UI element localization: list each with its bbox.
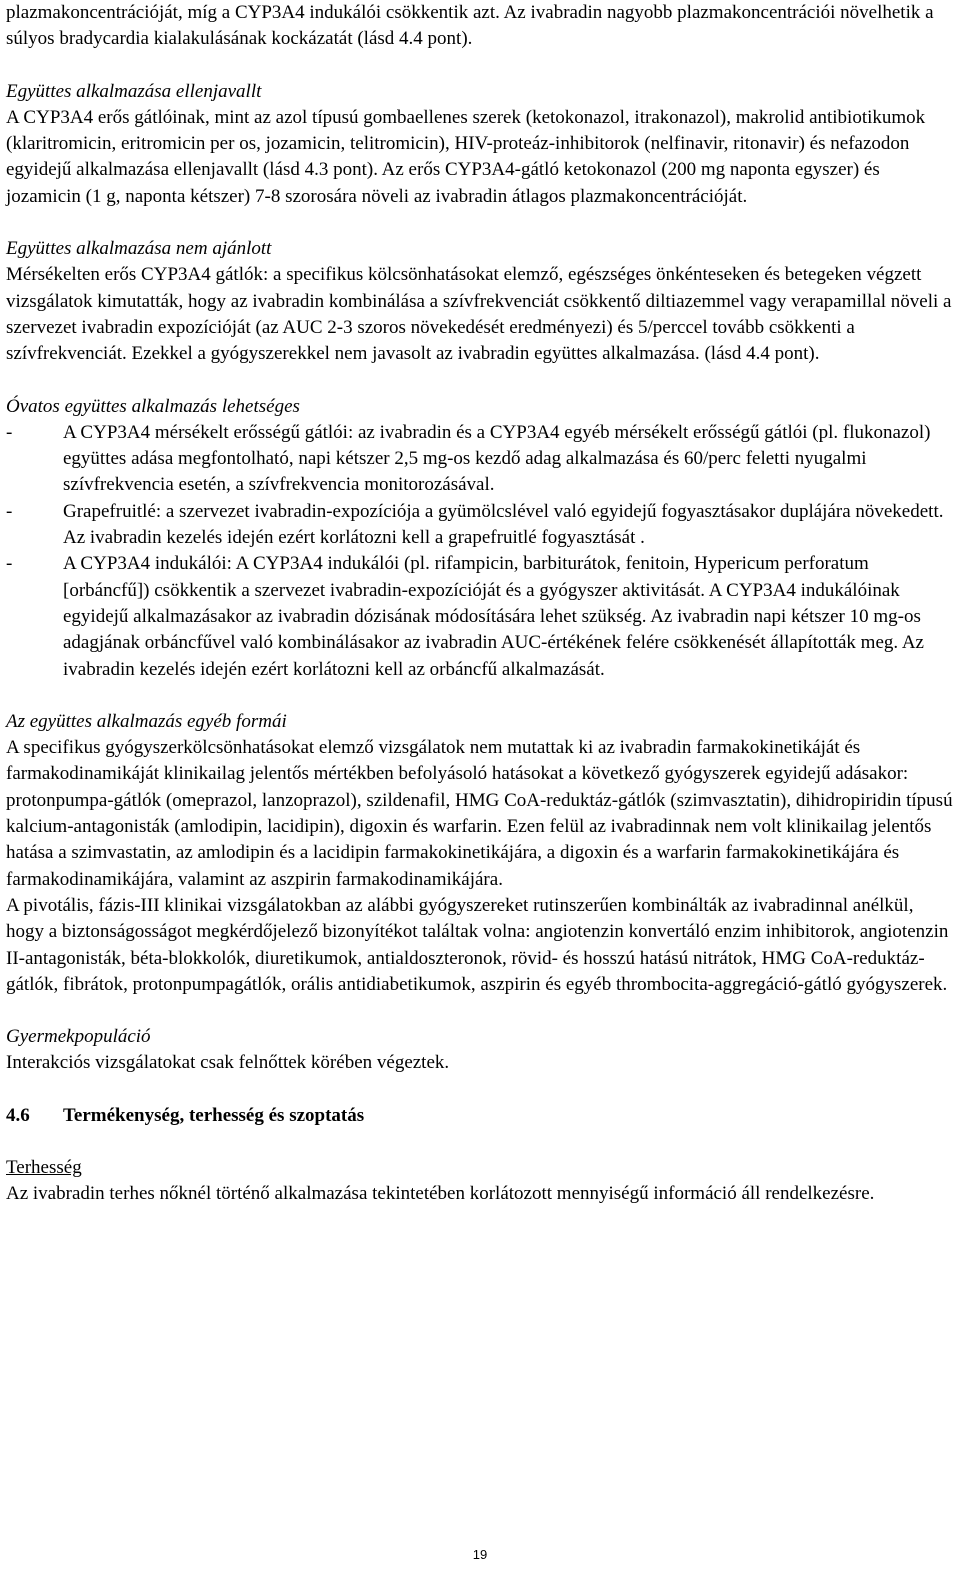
pediatric-section — [6, 1024, 954, 1077]
other-forms-section — [6, 709, 954, 998]
list-item — [6, 551, 954, 682]
list-item — [6, 420, 954, 499]
document-page — [6, 0, 954, 1208]
list-dash: - — [6, 500, 13, 522]
list-dash: - — [6, 421, 13, 443]
section-number: 4.6 — [6, 1104, 30, 1126]
intro-paragraph: plazmakoncentrációját, míg a CYP3A4 indukálói csökkentik azt. Az ivabradin nagyobb plazmakoncentrációi növelhetik a súlyos bradycardia kialakulásának kockázatát (lásd 4.4 pont). — [6, 2, 934, 50]
pediatric-text: Interakciós vizsgálatokat csak felnőttek körében végeztek. — [6, 1052, 450, 1074]
pregnancy-section — [6, 1155, 954, 1208]
list-item — [6, 499, 954, 552]
contraindicated-heading: Együttes alkalmazása ellenjavallt — [6, 80, 262, 102]
list-dash: - — [6, 553, 13, 575]
pregnancy-text: Az ivabradin terhes nőknél történő alkalmazása tekintetében korlátozott mennyiségű információ áll rendelkezésre. — [6, 1183, 875, 1205]
other-forms-paragraph-2: A pivotális, fázis-III klinikai vizsgálatokban az alábbi gyógyszereket rutinszerűen kombinálták az ivabradinnal anélkül, hogy a biztonságosságot megkérdőjelező bizonyítékot találtak volna: angiotenzin konvertáló enzim inhibitorok, angiotenzin II-antagonisták, béta-blokkolók, diuretikumok, antialdoszteronok, rövid- és hosszú hatású nitrátok, HMG CoA-reduktáz-gátlók, fibrátok, protonpumpagátlók, orális antidiabetikumok, aszpirin és egyéb thrombocita-aggregáció-gátló gyógyszerek. — [6, 894, 949, 995]
other-forms-heading: Az együttes alkalmazás egyéb formái — [6, 710, 287, 732]
list-item-text: Grapefruitlé: a szervezet ivabradin-expozíciója a gyümölcslével való egyidejű fogyasztásakor duplájára növekedett. Az ivabradin kezelés idején ezért korlátozni kell a grapefruitlé fogyasztását . — [63, 500, 944, 549]
not-recommended-text: Mérsékelten erős CYP3A4 gátlók: a specifikus kölcsönhatásokat elemző, egészséges önkénteseken és betegeken végzett vizsgálatok kimutatták, hogy az ivabradin kombinálása a szívfrekvenciát csökkentő diltiazemmel vagy verapamillal növeli a szervezet ivabradin expozícióját (az AUC 2-3 szoros növekedését eredményezi) és 5/perccel tovább csökkenti a szívfrekvenciát. Ezekkel a gyógyszerekkel nem javasolt az ivabradin együttes alkalmazása. (lásd 4.4 pont). — [6, 264, 952, 365]
section-title: Termékenység, terhesség és szoptatás — [63, 1104, 365, 1126]
section-heading — [6, 1103, 954, 1129]
caution-section — [6, 394, 954, 683]
pediatric-heading: Gyermekpopuláció — [6, 1026, 151, 1048]
list-item-text: A CYP3A4 mérsékelt erősségű gátlói: az ivabradin és a CYP3A4 egyéb mérsékelt erősségű gátlói (pl. flukonazol) együttes adása megfontolható, napi kétszer 2,5 mg-os kezdő adag alkalmazása és 60/perc feletti nyugalmi szívfrekvencia esetén, a szívfrekvencia monitorozásával. — [63, 421, 931, 496]
page-number: 19 — [472, 1547, 488, 1562]
pregnancy-heading: Terhesség — [6, 1156, 82, 1178]
list-item-text: A CYP3A4 indukálói: A CYP3A4 indukálói (pl. rifampicin, barbiturátok, fenitoin, Hypericum perforatum [orbáncfű]) csökkentik a szervezet ivabradin-expozícióját és a gyógyszer aktivitását. A CYP3A4 indukálóinak egyidejű alkalmazásakor az ivabradin dózisának módosítására lehet szükség. Az ivabradin napi kétszer 10 mg-os adagjának orbáncfűvel való kombinálásakor az ivabradin AUC-értékének felére csökkenését állapították meg. Az ivabradin kezelés idején ezért korlátozni kell az orbáncfű alkalmazását. — [63, 553, 924, 680]
other-forms-paragraph-1: A specifikus gyógyszerkölcsönhatásokat elemző vizsgálatok nem mutattak ki az ivabradin farmakokinetikáját és farmakodinamikáját klinikailag jelentős mértékben befolyásoló hatásokat a következő gyógyszerek egyidejű adásakor: protonpumpa-gátlók (omeprazol, lanzoprazol), szildenafil, HMG CoA-reduktáz-gátlók (szimvasztatin), dihidropiridin típusú kalcium-antagonisták (amlodipin, lacidipin), digoxin és warfarin. Ezen felül az ivabradinnak nem volt klinikailag jelentős hatása a szimvastatin, az amlodipin és a lacidipin farmakokinetikájára, a digoxin és a warfarin farmakokinetikájára és farmakodinamikájára, valamint az aszpirin farmakodinamikájára. — [6, 737, 953, 890]
not-recommended-heading: Együttes alkalmazása nem ajánlott — [6, 238, 272, 260]
contraindicated-section — [6, 79, 954, 210]
caution-heading: Óvatos együttes alkalmazás lehetséges — [6, 395, 300, 417]
not-recommended-section — [6, 236, 954, 367]
contraindicated-text: A CYP3A4 erős gátlóinak, mint az azol típusú gombaellenes szerek (ketokonazol, itrakonazol), makrolid antibiotikumok (klaritromicin, eritromicin per os, jozamicin, telitromicin), HIV-proteáz-inhibitorok (nelfinavir, ritonavir) és nefazodon egyidejű alkalmazása ellenjavallt (lásd 4.3 pont). Az erős CYP3A4-gátló ketokonazol (200 mg naponta egyszer) és jozamicin (1 g, naponta kétszer) 7-8 szorosára növeli az ivabradin átlagos plazmakoncentrációját. — [6, 106, 926, 207]
